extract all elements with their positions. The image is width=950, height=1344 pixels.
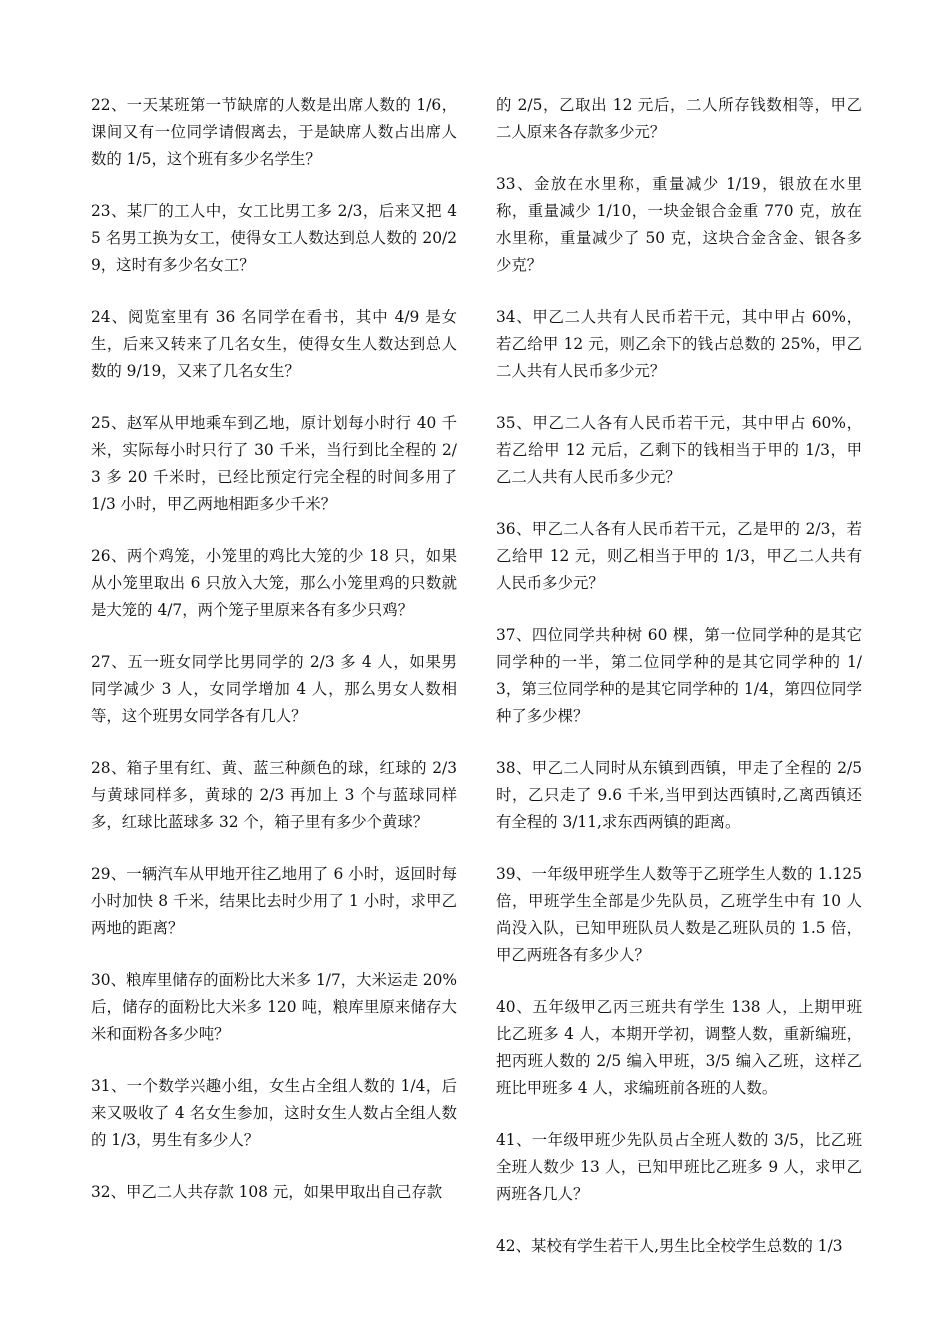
question-36: 36、甲乙二人各有人民币若干元，乙是甲的 2/3，若乙给甲 12 元，则乙相当于甲的 1/3，甲乙二人共有人民币多少元？ — [496, 520, 862, 592]
question-24: 24、阅览室里有 36 名同学在看书，其中 4/9 是女生，后来又转来了几名女生，使得女生人数达到总人数的 9/19，又来了几名女生？ — [91, 308, 457, 380]
question-39: 39、一年级甲班学生人数等于乙班学生人数的 1.125 倍，甲班学生全部是少先队员，乙班学生中有 10 人尚没入队，已知甲班队员人数是乙班队员的 1.5 倍，甲乙两班各有多少人？ — [496, 865, 862, 964]
question-32-start: 32、甲乙二人共存款 108 元，如果甲取出自己存款 — [91, 1183, 443, 1201]
question-31: 31、一个数学兴趣小组，女生占全组人数的 1/4，后来又吸收了 4 名女生参加，这时女生人数占全组人数的 1/3，男生有多少人？ — [91, 1077, 457, 1149]
question-29: 29、一辆汽车从甲地开往乙地用了 6 小时，返回时每小时加快 8 千米，结果比去时少用了 1 小时，求甲乙两地的距离？ — [91, 865, 457, 937]
question-35: 35、甲乙二人各有人民币若干元，其中甲占 60%，若乙给甲 12 元后，乙剩下的钱相当于甲的 1/3，甲乙二人共有人民币多少元？ — [496, 414, 862, 486]
question-38: 38、甲乙二人同时从东镇到西镇，甲走了全程的 2/5 时，乙只走了 9.6 千米,当甲到达西镇时,乙离西镇还有全程的 3/11,求东西两镇的距离。 — [496, 759, 862, 831]
question-33: 33、金放在水里称，重量减少 1/19，银放在水里称，重量减少 1/10，一块金银合金重 770 克，放在水里称，重量减少了 50 克，这块合金含金、银各多少克？ — [496, 175, 862, 274]
question-27: 27、五一班女同学比男同学的 2/3 多 4 人，如果男同学减少 3 人，女同学增加 4 人，那么男女人数相等，这个班男女同学各有几人？ — [91, 653, 457, 725]
right-column — [496, 92, 862, 1285]
question-40: 40、五年级甲乙丙三班共有学生 138 人，上期甲班比乙班多 4 人，本期开学初，调整人数，重新编班，把丙班人数的 2/5 编入甲班，3/5 编入乙班，这样乙班比甲班多 4 人，求编班前各班的人数。 — [496, 998, 862, 1097]
question-37: 37、四位同学共种树 60 棵，第一位同学种的是其它同学种的一半，第二位同学种的是其它同学种的 1/3，第三位同学种的是其它同学种的 1/4，第四位同学种了多少棵？ — [496, 626, 862, 725]
question-25: 25、赵军从甲地乘车到乙地，原计划每小时行 40 千米，实际每小时只行了 30 千米，当行到比全程的 2/3 多 20 千米时，已经比预定行完全程的时间多用了 1/3 小时，甲乙两地相距多少千米？ — [91, 414, 457, 513]
question-41: 41、一年级甲班少先队员占全班人数的 3/5，比乙班全班人数少 13 人，已知甲班比乙班多 9 人，求甲乙两班各几人？ — [496, 1131, 862, 1203]
question-22: 22、一天某班第一节缺席的人数是出席人数的 1/6，课间又有一位同学请假离去，于是缺席人数占出席人数的 1/5，这个班有多少名学生？ — [91, 96, 457, 168]
left-column — [91, 92, 457, 1231]
question-23: 23、某厂的工人中，女工比男工多 2/3，后来又把 45 名男工换为女工，使得女工人数达到总人数的 20/29，这时有多少名女工？ — [91, 202, 457, 274]
question-42-start: 42、某校有学生若干人,男生比全校学生总数的 1/3 — [496, 1237, 843, 1255]
question-30: 30、粮库里储存的面粉比大米多 1/7，大米运走 20%后，储存的面粉比大米多 120 吨，粮库里原来储存大米和面粉各多少吨？ — [91, 971, 457, 1043]
question-26: 26、两个鸡笼，小笼里的鸡比大笼的少 18 只，如果从小笼里取出 6 只放入大笼，那么小笼里鸡的只数就是大笼的 4/7，两个笼子里原来各有多少只鸡？ — [91, 547, 457, 619]
question-32-continued: 的 2/5，乙取出 12 元后，二人所存钱数相等，甲乙二人原来各存款多少元？ — [496, 96, 862, 141]
question-28: 28、箱子里有红、黄、蓝三种颜色的球，红球的 2/3 与黄球同样多，黄球的 2/3 再加上 3 个与蓝球同样多，红球比蓝球多 32 个，箱子里有多少个黄球？ — [91, 759, 457, 831]
question-34: 34、甲乙二人共有人民币若干元，其中甲占 60%，若乙给甲 12 元，则乙余下的钱占总数的 25%，甲乙二人共有人民币多少元？ — [496, 308, 862, 380]
